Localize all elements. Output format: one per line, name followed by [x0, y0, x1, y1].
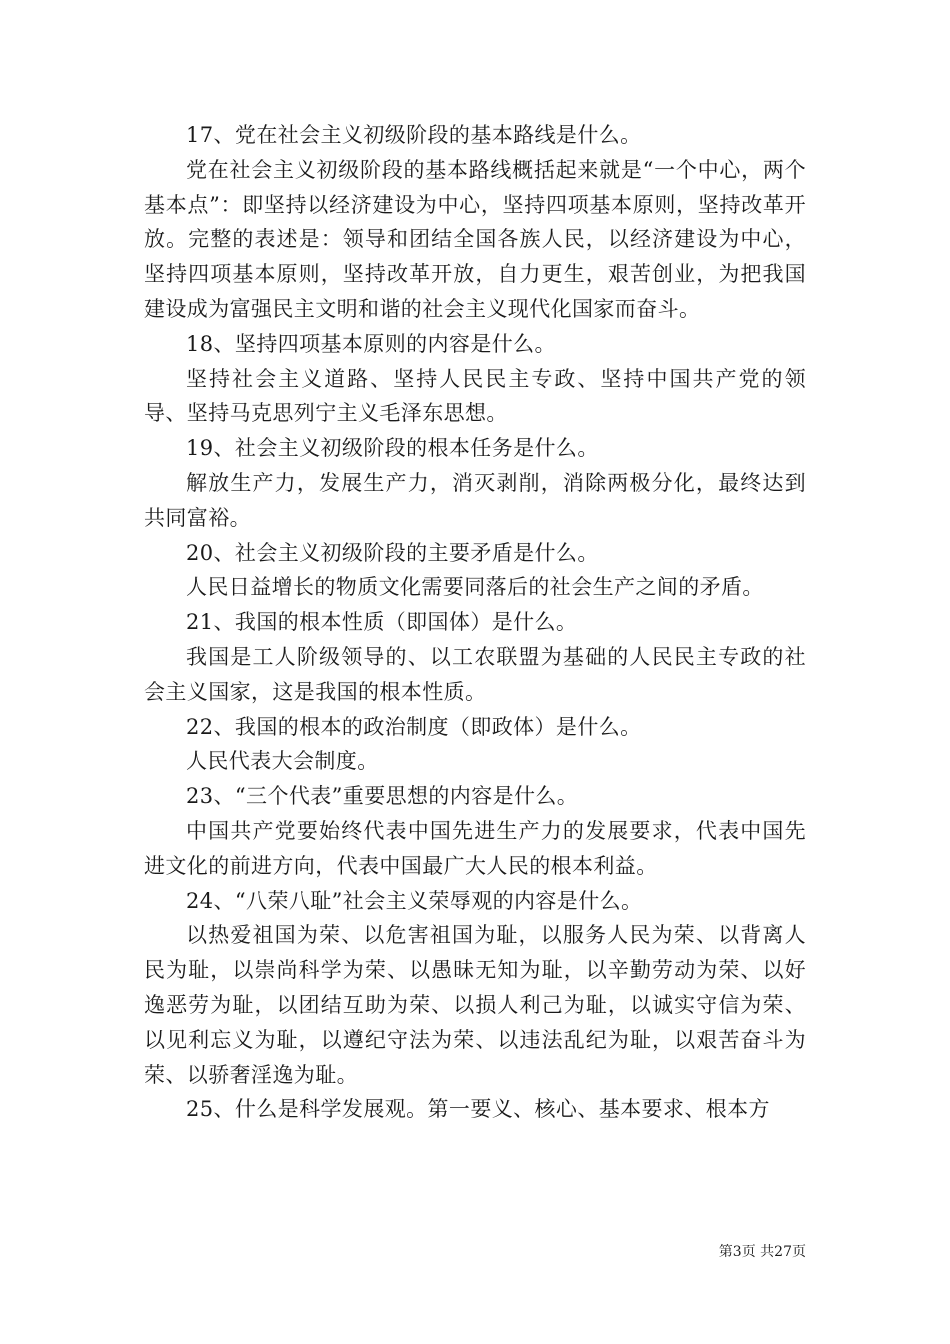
page-body: [144, 118, 806, 1127]
answer-20: 人民日益增长的物质文化需要同落后的社会生产之间的矛盾。: [186, 575, 764, 600]
question-19: 19、社会主义初级阶段的根本任务是什么。: [186, 436, 599, 461]
question-21: 21、我国的根本性质（即国体）是什么。: [186, 610, 578, 635]
question-22: 22、我国的根本的政治制度（即政体）是什么。: [186, 714, 642, 739]
answer-23: 中国共产党要始终代表中国先进生产力的发展要求，代表中国先进文化的前进方向，代表中国最广大人民的根本利益。: [144, 818, 806, 878]
question-25: 25、什么是科学发展观。第一要义、核心、基本要求、根本方: [186, 1097, 770, 1122]
answer-22: 人民代表大会制度。: [186, 749, 379, 774]
answer-21: 我国是工人阶级领导的、以工农联盟为基础的人民民主专政的社会主义国家，这是我国的根本性质。: [144, 644, 806, 704]
question-17: 17、党在社会主义初级阶段的基本路线是什么。: [186, 123, 642, 147]
page-footer: [719, 1243, 806, 1261]
question-23: 23、“三个代表”重要思想的内容是什么。: [186, 784, 579, 809]
answer-19: 解放生产力，发展生产力，消灭剥削，消除两极分化，最终达到共同富裕。: [144, 470, 806, 530]
footer-prefix: 第: [718, 1244, 733, 1260]
answer-24: 以热爱祖国为荣、以危害祖国为耻，以服务人民为荣、以背离人民为耻，以崇尚科学为荣、以愚昧无知为耻，以辛勤劳动为荣、以好逸恶劳为耻，以团结互助为荣、以损人利己为耻，以诚实守信为荣、以见利忘义为耻，以遵纪守法为荣、以违法乱纪为耻，以艰苦奋斗为荣、以骄奢淫逸为耻。: [144, 923, 806, 1087]
question-18: 18、坚持四项基本原则的内容是什么。: [186, 331, 556, 356]
footer-middle: 页 共: [741, 1244, 775, 1260]
footer-current-page: 3: [732, 1244, 742, 1260]
footer-suffix: 页: [792, 1244, 806, 1260]
answer-17: 党在社会主义初级阶段的基本路线概括起来就是“一个中心，两个基本点”：即坚持以经济建设为中心，坚持四项基本原则，坚持改革开放。完整的表述是：领导和团结全国各族人民，以经济建设为中心，坚持四项基本原则，坚持改革开放，自力更生，艰苦创业，为把我国建设成为富强民主文明和谐的社会主义现代化国家而奋斗。: [144, 157, 806, 321]
footer-total-pages: 27: [774, 1244, 792, 1260]
question-24: 24、“八荣八耻”社会主义荣辱观的内容是什么。: [186, 888, 643, 913]
question-20: 20、社会主义初级阶段的主要矛盾是什么。: [186, 540, 599, 565]
answer-18: 坚持社会主义道路、坚持人民民主专政、坚持中国共产党的领导、坚持马克思列宁主义毛泽东思想。: [144, 366, 806, 426]
